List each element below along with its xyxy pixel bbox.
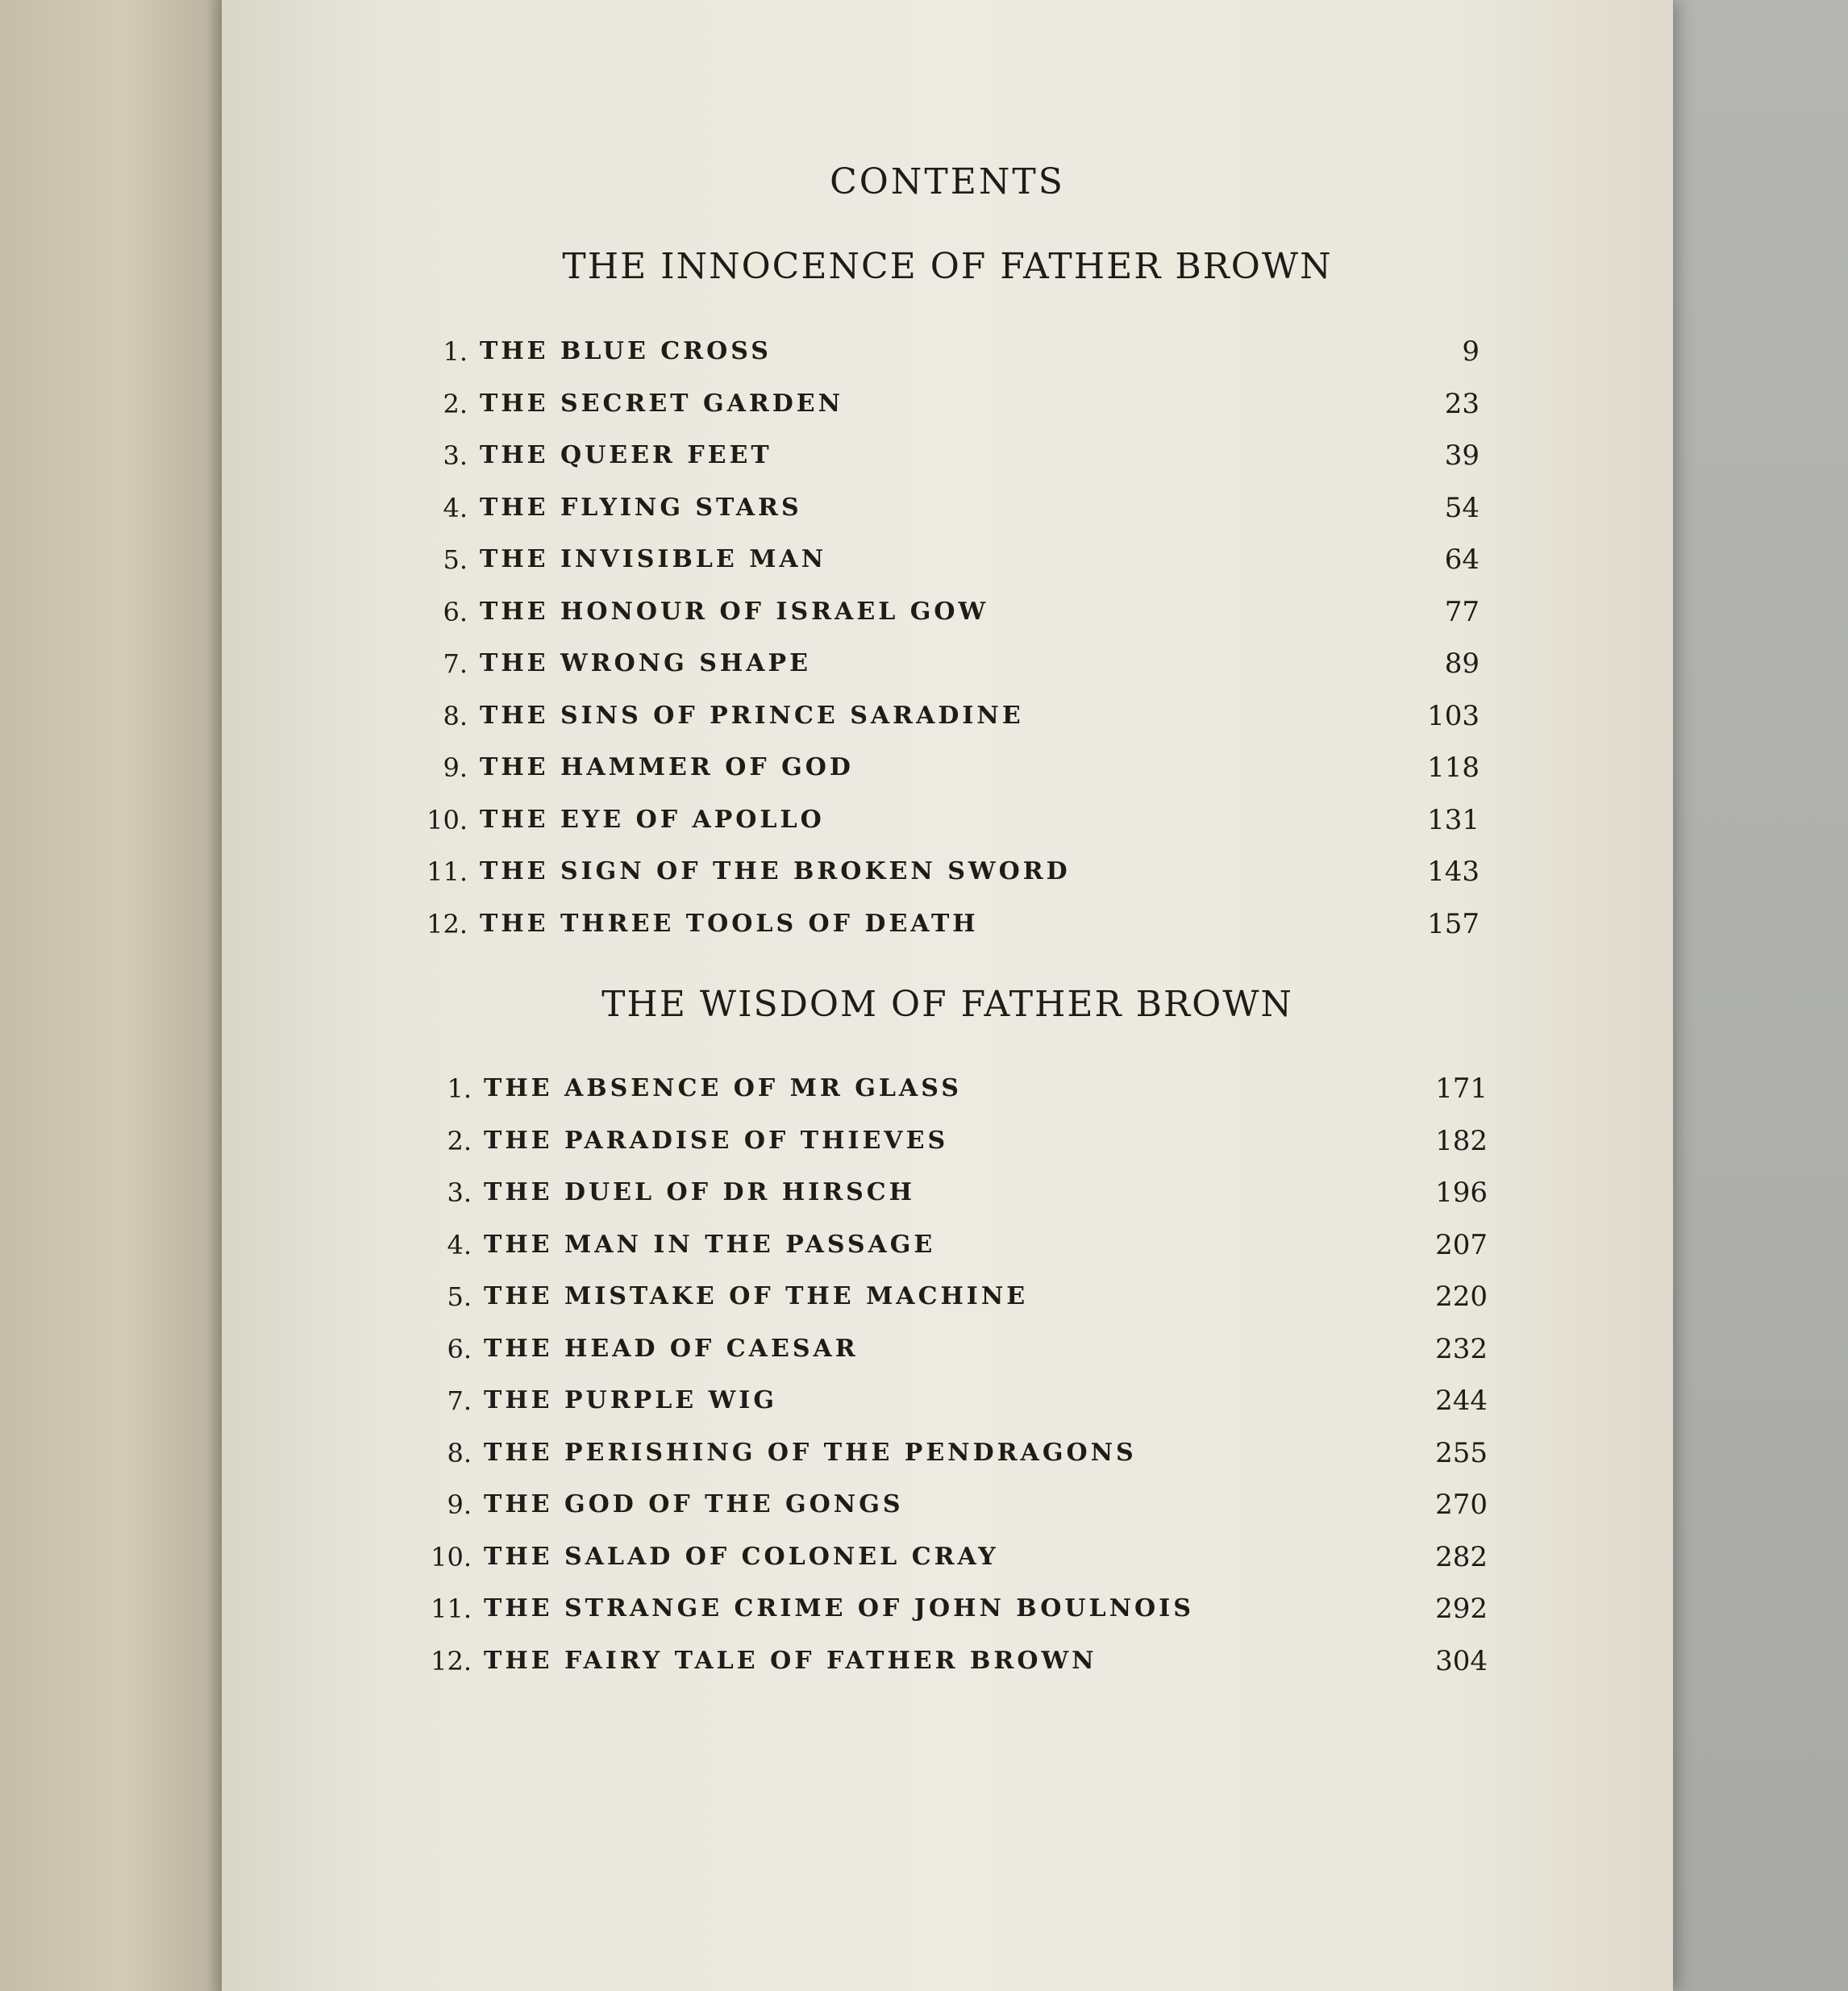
- toc-entry-number: 10.: [431, 1541, 472, 1572]
- toc-entry-title: THE PERISHING OF THE PENDRAGONS: [484, 1438, 1137, 1467]
- toc-entry-number: 11.: [431, 1593, 472, 1624]
- toc-entry[interactable]: [415, 1323, 1488, 1376]
- toc-entry[interactable]: [411, 378, 1480, 431]
- toc-entry-title: THE SECRET GARDEN: [480, 389, 844, 418]
- toc-entry-page: 54: [1444, 491, 1480, 524]
- toc-entry-page: 131: [1427, 803, 1480, 836]
- toc-entry-page: 196: [1435, 1177, 1488, 1209]
- toc-entry-number: 4.: [443, 492, 468, 523]
- toc-entry[interactable]: [411, 898, 1480, 951]
- toc-entry-number: 8.: [447, 1437, 472, 1468]
- toc-entry-number: 9.: [447, 1489, 472, 1520]
- toc-entry-number: 3.: [443, 440, 468, 471]
- toc-entry-title: THE HEAD OF CAESAR: [484, 1334, 859, 1363]
- left-page: [0, 0, 222, 1991]
- toc-entry-title: THE SALAD OF COLONEL CRAY: [484, 1542, 999, 1571]
- toc-entry[interactable]: [411, 534, 1480, 586]
- toc-entry-number: 9.: [443, 752, 468, 783]
- toc-entry-page: 39: [1444, 439, 1480, 472]
- toc-entry-page: 171: [1435, 1073, 1488, 1105]
- toc-entry[interactable]: [411, 326, 1480, 378]
- toc-entry-number: 8.: [443, 700, 468, 731]
- toc-entry-title: THE FLYING STARS: [480, 493, 802, 522]
- page-title: CONTENTS: [830, 161, 1065, 202]
- toc-entry[interactable]: [415, 1531, 1488, 1584]
- toc-entry[interactable]: [415, 1271, 1488, 1323]
- toc-entry-page: 255: [1435, 1436, 1488, 1469]
- toc-entry[interactable]: [415, 1115, 1488, 1168]
- toc-entry[interactable]: [415, 1427, 1488, 1480]
- toc-entry-title: THE ABSENCE OF MR GLASS: [484, 1074, 962, 1102]
- toc-entry-title: THE MAN IN THE PASSAGE: [484, 1230, 936, 1259]
- toc-entry-number: 1.: [447, 1073, 472, 1104]
- toc-entry[interactable]: [411, 586, 1480, 639]
- toc-entry[interactable]: [411, 690, 1480, 743]
- toc-entry[interactable]: [415, 1167, 1488, 1219]
- toc-entry-page: 220: [1435, 1281, 1488, 1313]
- toc-entry-title: THE GOD OF THE GONGS: [484, 1490, 904, 1518]
- toc-entry-title: THE HAMMER OF GOD: [480, 753, 854, 781]
- toc-entry-title: THE PARADISE OF THIEVES: [484, 1126, 949, 1155]
- toc-entry-number: 6.: [443, 596, 468, 627]
- toc-entry-title: THE BLUE CROSS: [480, 337, 772, 365]
- toc-entry-title: THE STRANGE CRIME OF JOHN BOULNOIS: [484, 1594, 1194, 1622]
- toc-entry-page: 9: [1462, 335, 1480, 368]
- toc-entry-page: 182: [1435, 1124, 1488, 1157]
- toc-entry-number: 5.: [443, 544, 468, 575]
- toc-entry-title: THE EYE OF APOLLO: [480, 805, 825, 834]
- section-heading-wisdom: THE WISDOM OF FATHER BROWN: [601, 984, 1293, 1025]
- toc-entry-page: 89: [1444, 648, 1480, 680]
- toc-entry-number: 2.: [443, 388, 468, 419]
- toc-entry[interactable]: [411, 742, 1480, 794]
- toc-entry[interactable]: [411, 430, 1480, 482]
- toc-entry-title: THE PURPLE WIG: [484, 1386, 777, 1414]
- toc-entry-page: 157: [1427, 907, 1480, 940]
- toc-entry-page: 232: [1435, 1332, 1488, 1365]
- toc-entry-title: THE THREE TOOLS OF DEATH: [480, 909, 979, 938]
- toc-entry-title: THE SINS OF PRINCE SARADINE: [480, 701, 1024, 730]
- toc-entry-number: 10.: [427, 804, 468, 835]
- toc-entry-number: 6.: [447, 1333, 472, 1364]
- toc-entry-number: 5.: [447, 1281, 472, 1312]
- toc-list-innocence: [411, 326, 1480, 950]
- toc-entry-page: 244: [1435, 1385, 1488, 1417]
- toc-entry-number: 7.: [443, 648, 468, 679]
- toc-entry-title: THE HONOUR OF ISRAEL GOW: [480, 597, 989, 626]
- toc-entry-number: 4.: [447, 1229, 472, 1260]
- toc-entry[interactable]: [415, 1479, 1488, 1531]
- toc-entry-page: 77: [1444, 595, 1480, 628]
- toc-entry-title: THE INVISIBLE MAN: [480, 545, 827, 573]
- toc-entry-title: THE SIGN OF THE BROKEN SWORD: [480, 857, 1071, 885]
- toc-entry-page: 304: [1435, 1644, 1488, 1677]
- toc-entry[interactable]: [411, 846, 1480, 898]
- toc-entry-title: THE MISTAKE OF THE MACHINE: [484, 1282, 1029, 1310]
- toc-entry[interactable]: [415, 1219, 1488, 1272]
- toc-entry-number: 12.: [431, 1645, 472, 1677]
- toc-list-wisdom: [415, 1063, 1488, 1687]
- toc-entry[interactable]: [411, 638, 1480, 690]
- contents-page: [222, 0, 1673, 1991]
- toc-entry[interactable]: [415, 1063, 1488, 1115]
- background-surface: [1661, 0, 1848, 1991]
- toc-entry-page: 64: [1444, 544, 1480, 576]
- toc-entry[interactable]: [415, 1375, 1488, 1427]
- toc-entry-page: 118: [1427, 752, 1480, 784]
- toc-entry-title: THE DUEL OF DR HIRSCH: [484, 1178, 916, 1206]
- toc-entry-number: 11.: [427, 856, 468, 887]
- section-heading-innocence: THE INNOCENCE OF FATHER BROWN: [562, 246, 1333, 287]
- toc-entry[interactable]: [415, 1635, 1488, 1688]
- toc-entry[interactable]: [415, 1583, 1488, 1635]
- toc-entry-number: 12.: [427, 908, 468, 939]
- toc-entry-page: 292: [1435, 1593, 1488, 1625]
- toc-entry-page: 143: [1427, 856, 1480, 888]
- toc-entry[interactable]: [411, 794, 1480, 847]
- toc-entry-number: 3.: [447, 1177, 472, 1208]
- toc-entry-page: 23: [1444, 387, 1480, 420]
- toc-entry-title: THE FAIRY TALE OF FATHER BROWN: [484, 1646, 1097, 1675]
- toc-entry-title: THE QUEER FEET: [480, 441, 772, 469]
- toc-entry-title: THE WRONG SHAPE: [480, 649, 811, 677]
- toc-entry-number: 1.: [443, 336, 468, 367]
- toc-entry[interactable]: [411, 482, 1480, 535]
- toc-entry-number: 2.: [447, 1125, 472, 1156]
- toc-entry-number: 7.: [447, 1385, 472, 1416]
- toc-entry-page: 207: [1435, 1228, 1488, 1261]
- toc-entry-page: 103: [1427, 699, 1480, 732]
- toc-entry-page: 282: [1435, 1540, 1488, 1573]
- toc-entry-page: 270: [1435, 1489, 1488, 1521]
